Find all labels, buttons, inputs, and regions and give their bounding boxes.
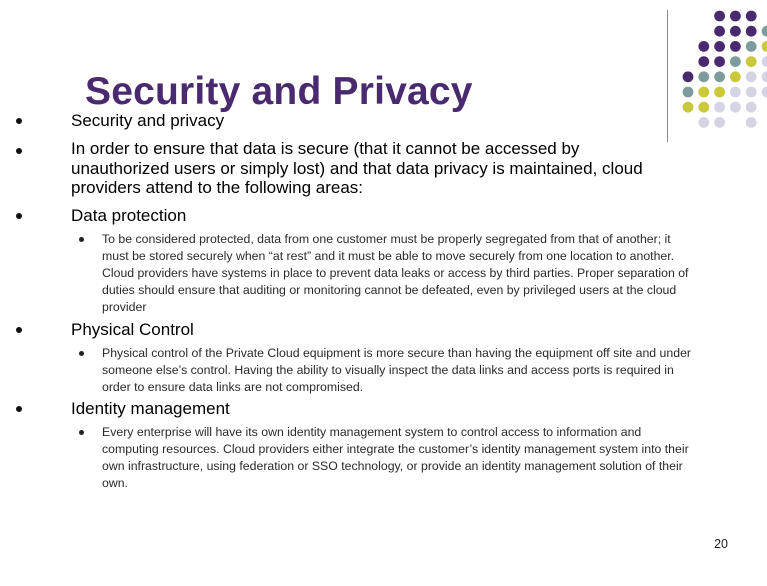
sub-physical-control: Physical control of the Private Cloud equipment is more secure than having the equipment off site and under someone else’s control. Having the ability to visually inspect the data links and access ports is required in order to ensure data links are not compromised. [102,346,692,394]
bullet-icon [16,213,22,219]
sub-identity-management: Every enterprise will have its own identity management system to control access to information and computing resources. Cloud providers either integrate the customer’s identity management system into their own infrastructure, using federation or SSO technology, or provide an identity management solution of their own. [102,425,689,490]
slide-title: Security and Privacy [85,70,473,113]
sub-bullet-icon [79,351,84,356]
bullet-icon [16,148,22,154]
page-number: 20 [714,537,728,551]
sub-data-protection: To be considered protected, data from one customer must be properly segregated from that of another; it must be stored securely when “at rest” and it must be able to move securely from one location to another. Cloud providers have systems in place to prevent data leaks or access by third parties. Proper separation of duties should ensure that auditing or monitoring cannot be defeated, even by privileged users at the cloud provider [102,232,689,314]
bullet-identity-management: Identity management [71,399,230,418]
bullet-physical-control: Physical Control [71,320,194,339]
sub-bullet-icon [79,430,84,435]
bullet-intro: In order to ensure that data is secure (that it cannot be accessed by unauthorized users or simply lost) and that data privacy is maintained, cloud providers attend to the following areas: [71,139,643,197]
bullet-icon [16,327,22,333]
sub-bullet-icon [79,237,84,242]
bullet-security-and-privacy: Security and privacy [71,111,225,130]
bullet-icon [16,118,22,124]
bullet-data-protection: Data protection [71,206,187,225]
bullet-icon [16,406,22,412]
